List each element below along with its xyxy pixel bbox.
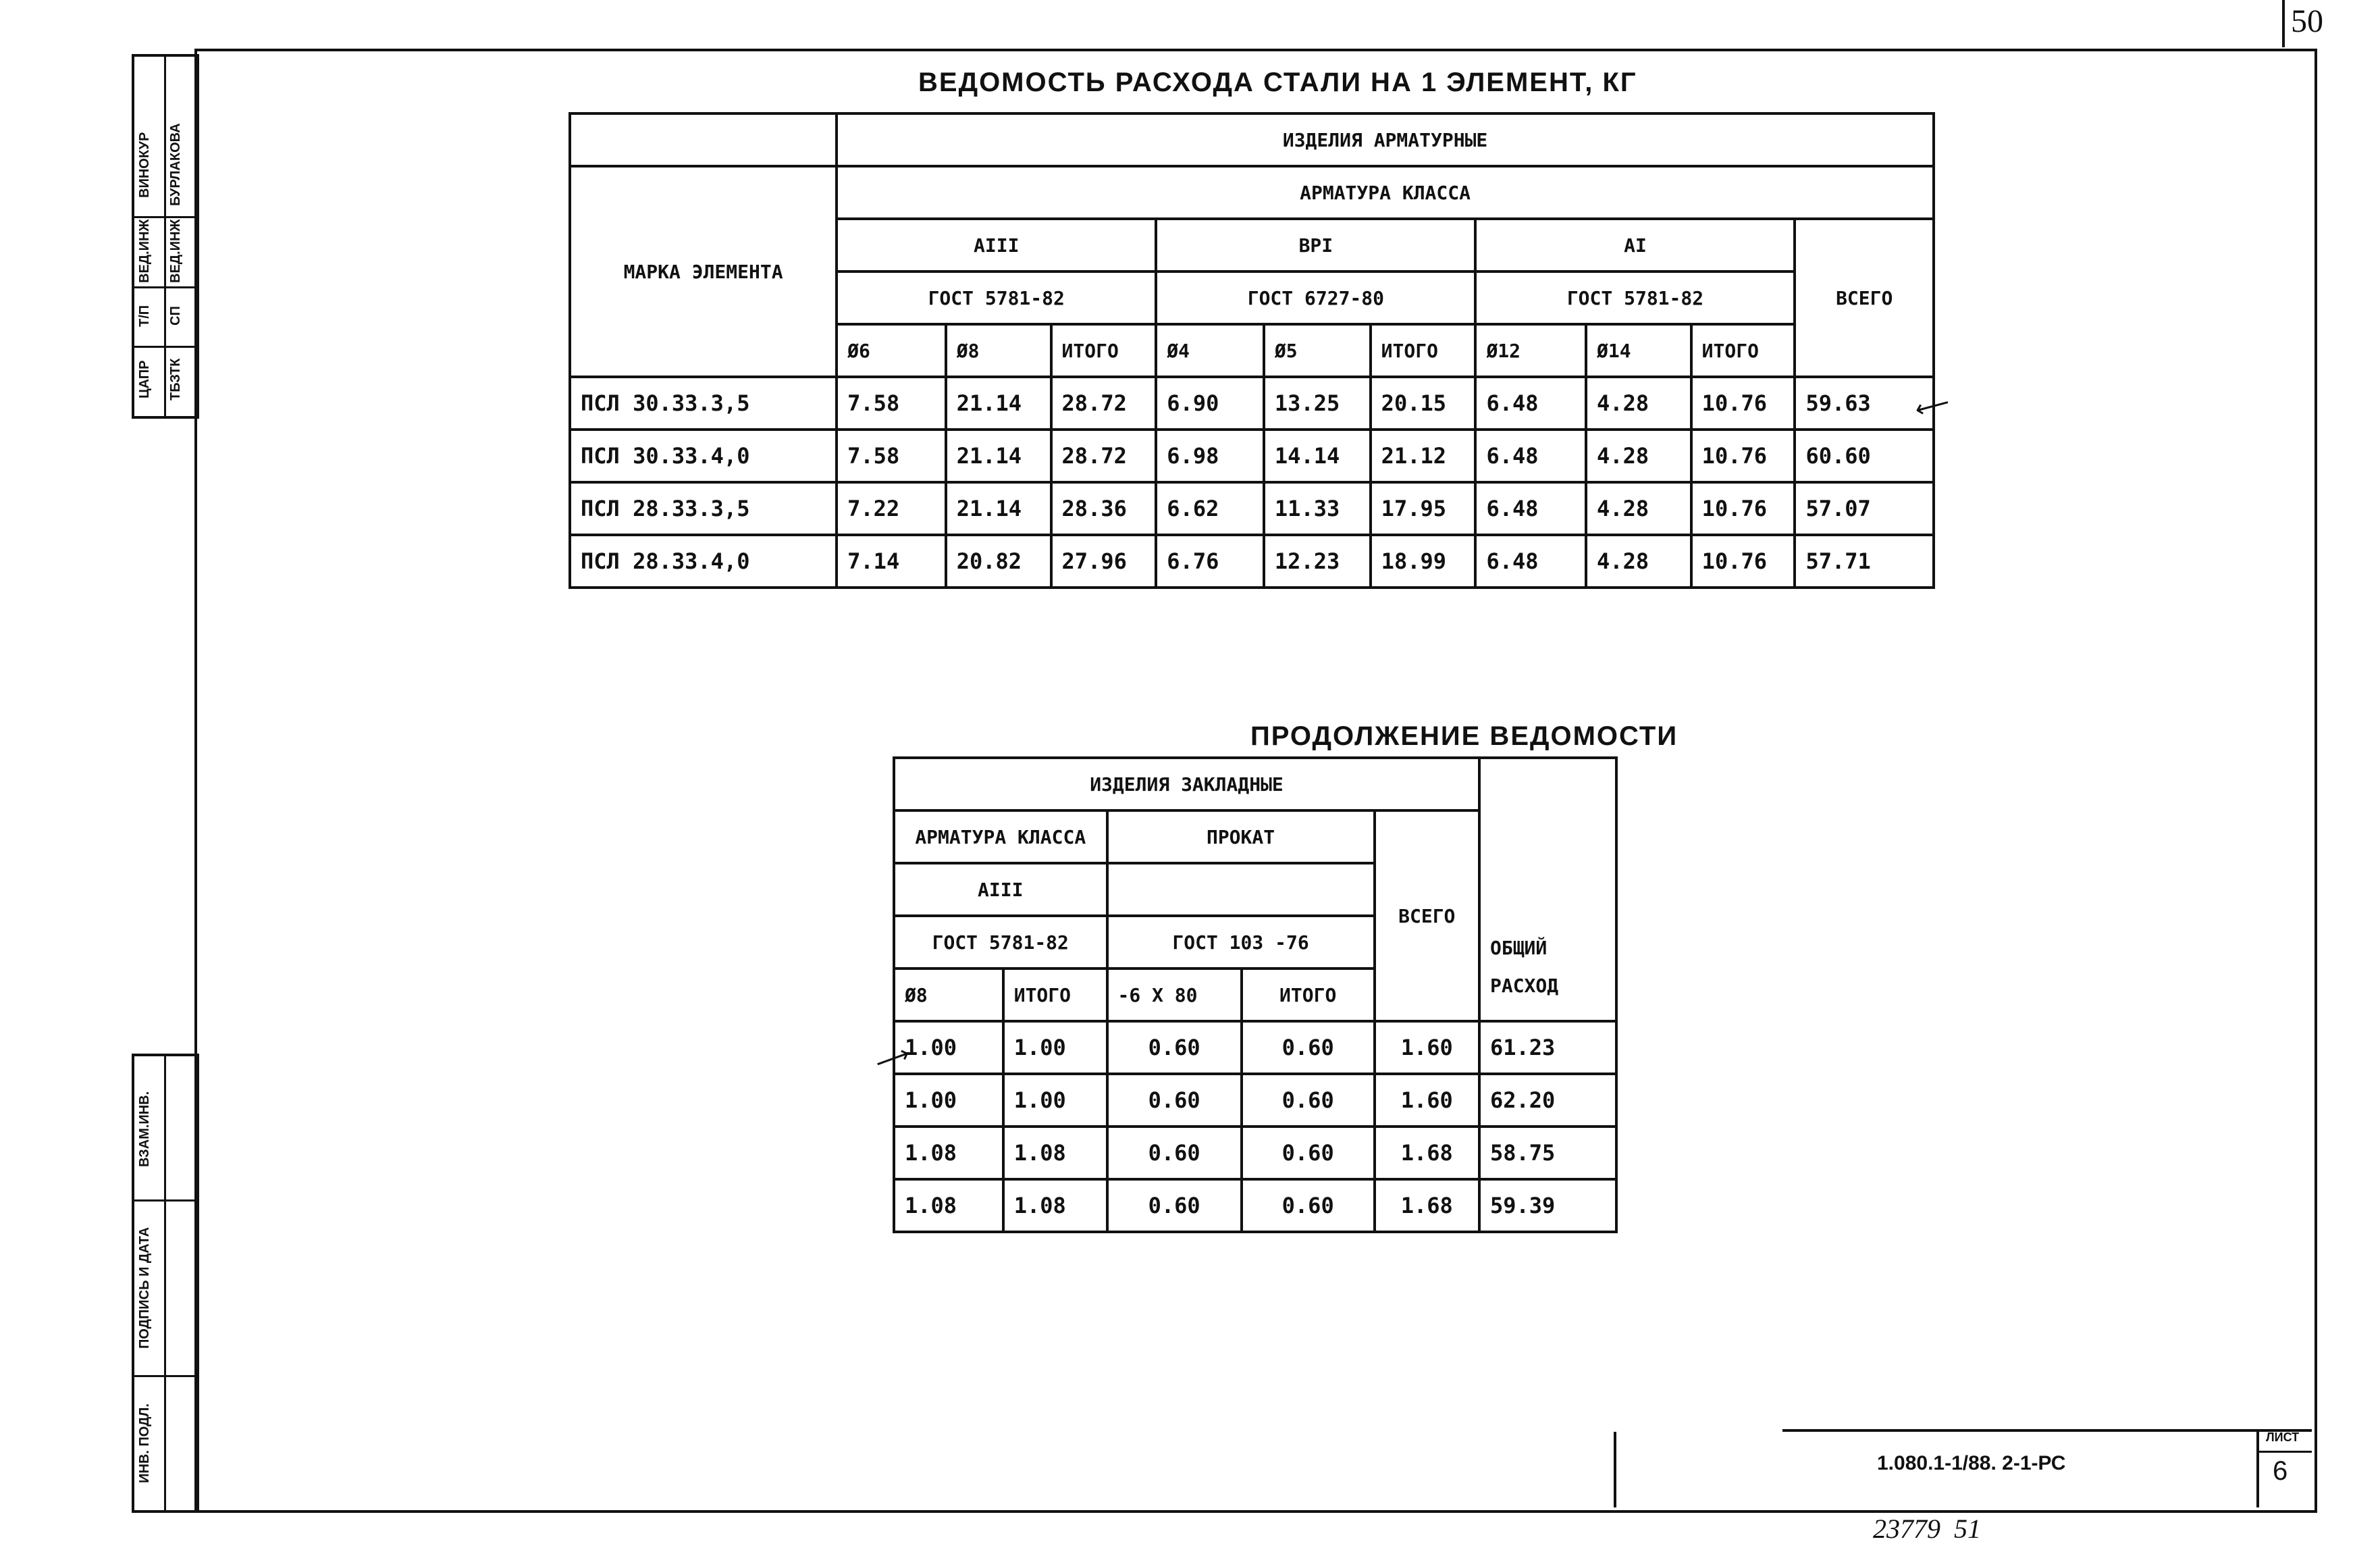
table1-cell-mark: ПСЛ 28.33.3,5 — [570, 482, 837, 535]
titleblock-sheet-line — [2256, 1451, 2312, 1453]
table1-cell-mark: ПСЛ 30.33.3,5 — [570, 377, 837, 430]
stamp-cell: ВИНОКУР — [137, 132, 152, 198]
table1-col-header: Ø6 — [837, 324, 946, 377]
table1-cell: 6.48 — [1475, 377, 1586, 430]
table-row — [570, 535, 1934, 588]
table1-cell: 4.28 — [1586, 377, 1691, 430]
table1-col-header: Ø8 — [946, 324, 1051, 377]
table2-cell: 0.60 — [1242, 1127, 1375, 1179]
stamp-bottom — [132, 1054, 199, 1513]
table2-rashod-text: РАСХОД — [1489, 975, 1559, 997]
titleblock-divider-left — [1614, 1432, 1616, 1507]
table1-col-header: ИТОГО — [1051, 324, 1157, 377]
table1-cell: 57.71 — [1795, 535, 1934, 588]
table1-cell: 7.22 — [837, 482, 946, 535]
table2-cell: 1.68 — [1375, 1179, 1479, 1232]
table2-title: ПРОДОЛЖЕНИЕ ВЕДОМОСТИ — [1250, 721, 1678, 751]
table2-corner — [1479, 758, 1616, 863]
table1-class-aiii: AIII — [837, 219, 1156, 272]
table2-header-obshiy — [1479, 863, 1616, 1021]
table1-cell: 12.23 — [1264, 535, 1371, 588]
table1-cell: 20.15 — [1371, 377, 1476, 430]
table1-class-vri: ВРI — [1156, 219, 1475, 272]
titleblock-divider-sheet — [2256, 1429, 2259, 1507]
table1-cell: 60.60 — [1795, 430, 1934, 482]
table1-cell: 21.14 — [946, 482, 1051, 535]
table1-cell: 4.28 — [1586, 482, 1691, 535]
table1-header-marka: МАРКА ЭЛЕМЕНТА — [570, 166, 837, 377]
table2-gost: ГОСТ 103 -76 — [1107, 916, 1375, 968]
table1-gost: ГОСТ 5781-82 — [1475, 272, 1795, 324]
table-row — [570, 430, 1934, 482]
check-mark: ⟵ — [1911, 388, 1953, 423]
stamp-cell: ВЕД.ИНЖ — [168, 219, 183, 284]
titleblock-sheet-label: ЛИСТ — [2266, 1430, 2300, 1444]
stamp-cell: ВЕД.ИНЖ — [137, 219, 152, 284]
stamp-inv-podl: ИНВ. ПОДЛ. — [137, 1403, 152, 1483]
table1-cell: 6.90 — [1156, 377, 1264, 430]
table1-cell: 7.14 — [837, 535, 946, 588]
table1-cell: 7.58 — [837, 430, 946, 482]
stamp-cell: Т/П — [137, 305, 152, 328]
table1-col-header: ИТОГО — [1371, 324, 1476, 377]
table2 — [893, 756, 1618, 1233]
table2-cell: 1.60 — [1375, 1021, 1479, 1074]
table-row — [894, 1179, 1616, 1232]
table2-cell: 58.75 — [1479, 1127, 1616, 1179]
table1-cell: 6.48 — [1475, 430, 1586, 482]
table2-cell: 1.08 — [894, 1127, 1003, 1179]
stamp-vzam-inv: ВЗАМ.ИНВ. — [137, 1091, 152, 1168]
stamp-cell: ТБЗТК — [168, 358, 183, 401]
table1-cell: 10.76 — [1691, 377, 1795, 430]
table1-cell-mark: ПСЛ 28.33.4,0 — [570, 535, 837, 588]
table2-cell: 0.60 — [1107, 1179, 1242, 1232]
table2-header-prokat: ПРОКАТ — [1107, 810, 1375, 863]
table2-header-vsego: ВСЕГО — [1375, 810, 1479, 1021]
table1-cell: 10.76 — [1691, 482, 1795, 535]
stamp-podpis-data: ПОДПИСЬ И ДАТА — [137, 1226, 152, 1349]
table2-col-header: ИТОГО — [1242, 968, 1375, 1021]
page-number: 50 — [2291, 3, 2323, 39]
table1-col-header: Ø14 — [1586, 324, 1691, 377]
table-row — [570, 377, 1934, 430]
table2-cell: 1.68 — [1375, 1127, 1479, 1179]
table1-cell: 17.95 — [1371, 482, 1476, 535]
table1-header-armatura: АРМАТУРА КЛАССА — [837, 166, 1934, 219]
table1-header-izdeliya: ИЗДЕЛИЯ АРМАТУРНЫЕ — [837, 113, 1934, 166]
table1-cell: 10.76 — [1691, 430, 1795, 482]
table1 — [568, 112, 1935, 589]
table1-cell: 21.14 — [946, 430, 1051, 482]
table2-obshiy-text: ОБЩИЙ — [1489, 937, 1548, 959]
table-row — [894, 1127, 1616, 1179]
table1-gost: ГОСТ 5781-82 — [837, 272, 1156, 324]
table2-col-header: ИТОГО — [1003, 968, 1107, 1021]
titleblock-sheet-number: 6 — [2273, 1456, 2288, 1486]
table1-cell: 7.58 — [837, 377, 946, 430]
check-mark: ⟶ — [871, 1039, 914, 1077]
table2-cell: 1.08 — [1003, 1127, 1107, 1179]
table1-col-header: Ø12 — [1475, 324, 1586, 377]
table1-cell: 10.76 — [1691, 535, 1795, 588]
table1-cell: 6.98 — [1156, 430, 1264, 482]
table1-cell: 14.14 — [1264, 430, 1371, 482]
table2-class-aiii: AIII — [894, 863, 1107, 916]
table-row — [570, 482, 1934, 535]
table2-cell: 1.00 — [1003, 1074, 1107, 1127]
stamp-cell: СП — [168, 306, 183, 326]
table1-cell: 11.33 — [1264, 482, 1371, 535]
table2-cell: 1.08 — [1003, 1179, 1107, 1232]
table2-cell: 0.60 — [1242, 1021, 1375, 1074]
stamp-cell: БУРЛАКОВА — [168, 123, 183, 207]
table1-cell: 6.48 — [1475, 535, 1586, 588]
stamp-cell: ЦАПР — [137, 360, 152, 399]
table1-col-header: ИТОГО — [1691, 324, 1795, 377]
table1-class-ai: AI — [1475, 219, 1795, 272]
table1-cell: 20.82 — [946, 535, 1051, 588]
table2-cell: 1.00 — [894, 1021, 1003, 1074]
table2-col-header: Ø8 — [894, 968, 1003, 1021]
table1-col-header: Ø5 — [1264, 324, 1371, 377]
table2-header-armatura: АРМАТУРА КЛАССА — [894, 810, 1107, 863]
table1-cell: 21.14 — [946, 377, 1051, 430]
table-row — [894, 1074, 1616, 1127]
table2-cell: 62.20 — [1479, 1074, 1616, 1127]
table-row — [894, 1021, 1616, 1074]
table2-cell: 0.60 — [1242, 1179, 1375, 1232]
table2-cell: 1.08 — [894, 1179, 1003, 1232]
stamp-top — [132, 54, 199, 419]
table1-gost: ГОСТ 6727-80 — [1156, 272, 1475, 324]
table1-header-vsego: ВСЕГО — [1795, 219, 1934, 377]
page-number-divider — [2282, 0, 2285, 47]
table2-cell: 0.60 — [1107, 1021, 1242, 1074]
table2-col-header: -6 Х 80 — [1107, 968, 1242, 1021]
table2-header-zakladnye: ИЗДЕЛИЯ ЗАКЛАДНЫЕ — [894, 758, 1479, 810]
table1-cell: 6.48 — [1475, 482, 1586, 535]
table1-cell: 6.76 — [1156, 535, 1264, 588]
table1-cell: 28.72 — [1051, 377, 1157, 430]
table1-title: ВЕДОМОСТЬ РАСХОДА СТАЛИ НА 1 ЭЛЕМЕНТ, КГ — [918, 68, 1637, 97]
table2-cell: 0.60 — [1242, 1074, 1375, 1127]
table1-cell: 4.28 — [1586, 535, 1691, 588]
table1-col-header: Ø4 — [1156, 324, 1264, 377]
table1-cell: 27.96 — [1051, 535, 1157, 588]
table1-cell: 6.62 — [1156, 482, 1264, 535]
table2-cell: 1.00 — [1003, 1021, 1107, 1074]
table1-cell: 59.63 — [1795, 377, 1934, 430]
table1-cell: 13.25 — [1264, 377, 1371, 430]
titleblock-top-line — [1782, 1429, 2312, 1432]
table1-cell: 21.12 — [1371, 430, 1476, 482]
table2-cell: 1.00 — [894, 1074, 1003, 1127]
table2-cell: 59.39 — [1479, 1179, 1616, 1232]
table1-cell-mark: ПСЛ 30.33.4,0 — [570, 430, 837, 482]
table2-empty-cell — [1107, 863, 1375, 916]
table2-cell: 61.23 — [1479, 1021, 1616, 1074]
table2-cell: 1.60 — [1375, 1074, 1479, 1127]
table1-cell: 57.07 — [1795, 482, 1934, 535]
titleblock-code: 1.080.1-1/88. 2-1-РС — [1877, 1452, 2066, 1474]
footer-note: 23779 51 — [1873, 1514, 1981, 1544]
table1-cell: 28.72 — [1051, 430, 1157, 482]
table1-cell: 28.36 — [1051, 482, 1157, 535]
table2-cell: 0.60 — [1107, 1074, 1242, 1127]
table2-gost: ГОСТ 5781-82 — [894, 916, 1107, 968]
table1-cell: 4.28 — [1586, 430, 1691, 482]
table1-corner — [570, 113, 837, 166]
table2-cell: 0.60 — [1107, 1127, 1242, 1179]
table1-cell: 18.99 — [1371, 535, 1476, 588]
